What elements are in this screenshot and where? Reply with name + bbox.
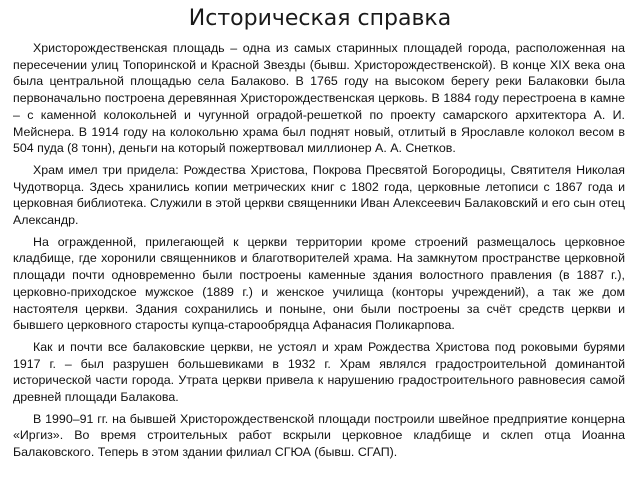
paragraph-cemetery-buildings: На огражденной, прилегающей к церкви территории кроме строений размещалось церковное кладбище, где хоронили священников и благотворителей храма. На замкнутом пространстве церковной площади почти одновременно были построены каменные здания волостного правления (в 1887 г.), церковно-приходское мужское (1889 г.) и женское училища (конторы учреждений), а так же дом настоятеля церкви. Здания сохранились и поныне, они были построены за счёт средств церкви и бывшего церковного старосты купца-старообрядца Афанасия Поликарпова. (13, 234, 625, 333)
page-title: Историческая справка (188, 6, 452, 31)
paragraph-destruction: Как и почти все балаковские церкви, не устоял и храм Рождества Христова под роковыми бурями 1917 г. – был разрушен большевиками в 1932 г. Храм являлся градостроительной доминантой исторической части города. Утрата церкви привела к нарушению градостроительного равновесия самой древней площади Балакова. (13, 339, 625, 405)
paragraph-chapels: Храм имел три придела: Рождества Христова, Покрова Пресвятой Богородицы, Святителя Николая Чудотворца. Здесь хранились копии метрических книг с 1802 года, церковные летописи с 1867 года и церковная библиотека. Служили в этой церкви священники Иван Алексеевич Балаковский и его сын отец Александр. (13, 162, 625, 228)
document-body (13, 40, 625, 466)
paragraph-modern-use: В 1990–91 гг. на бывшей Христорождественской площади построили швейное предприятие концерна «Иргиз». Во время строительных работ вскрыли церковное кладбище и склеп отца Иоанна Балаковского. Теперь в этом здании филиал СГЮА (бывш. СГАП). (13, 411, 625, 460)
paragraph-history-square: Христорождественская площадь – одна из самых старинных площадей города, расположенная на пересечении улиц Топоринской и Красной Звезды (бывш. Христорождественской). В конце XIX века она была центральной площадью села Балаково. В 1765 году на высоком берегу реки Балаковки была первоначально построена деревянная Христорождественская церковь. В 1884 году перестроена в камне – с каменной колокольней и чугунной оградой-решеткой по проекту самарского архитектора А. И. Мейснера. В 1914 году на колокольню храма был поднят новый, отлитый в Ярославле колокол весом в 504 пуда (8 тонн), деньги на который пожертвовал миллионер А. А. Снетков. (13, 41, 625, 156)
